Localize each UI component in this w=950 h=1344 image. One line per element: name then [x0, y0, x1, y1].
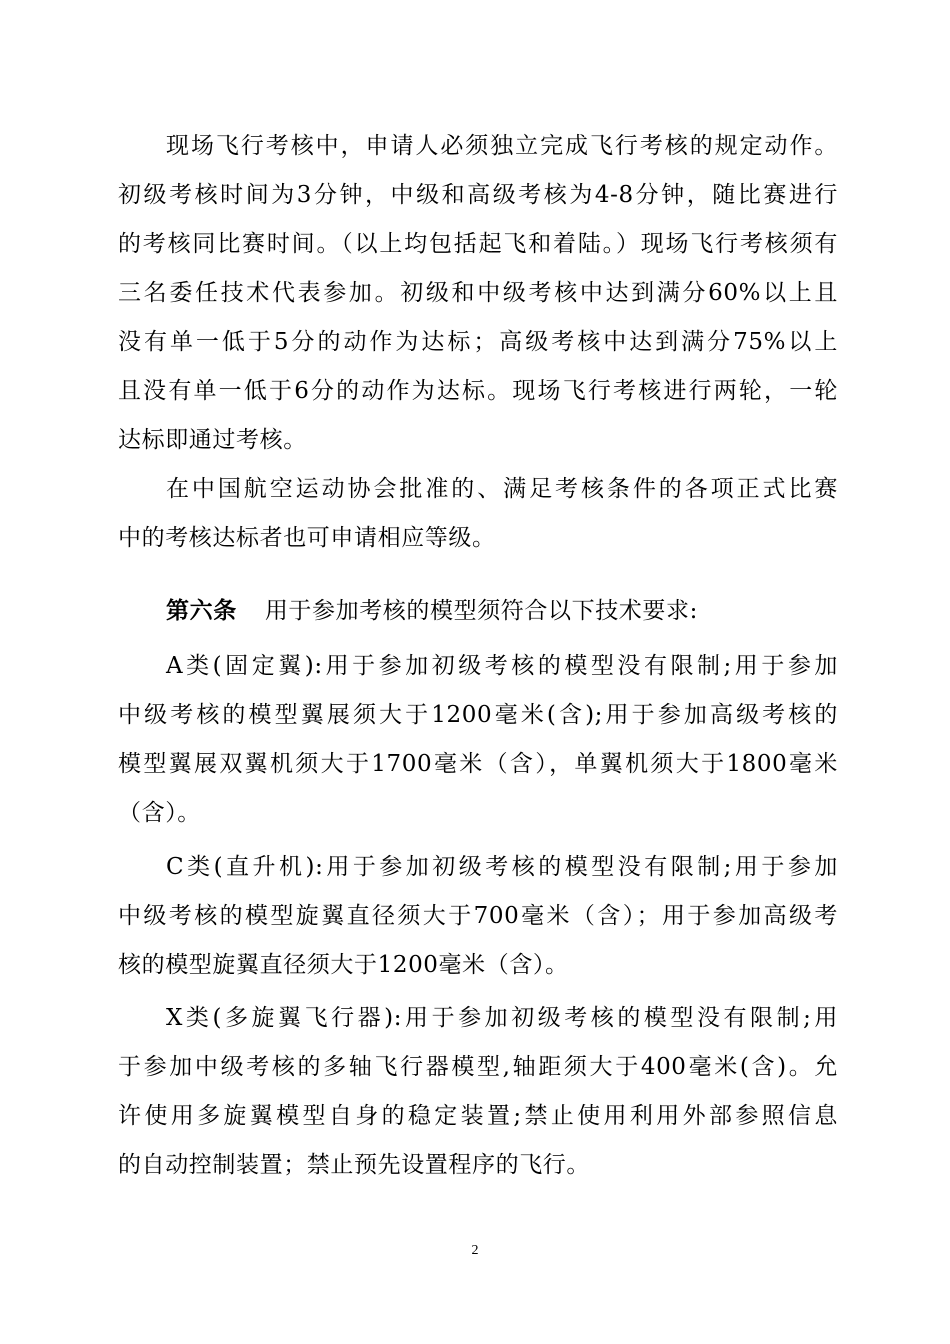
text-line: 模型翼展双翼机须大于1700毫米（含），单翼机须大于1800毫米	[118, 751, 838, 777]
article-text: 用于参加考核的模型须符合以下技术要求:	[264, 598, 698, 624]
text-line: （含）。	[118, 800, 201, 826]
text-line: 初级考核时间为3分钟，中级和高级考核为4-8分钟，随比赛进行	[118, 182, 838, 208]
text-line: 中级考核的模型翼展须大于1200毫米(含);用于参加高级考核的	[118, 702, 838, 728]
page-number: 2	[471, 1243, 479, 1258]
text-line: 在中国航空运动协会批准的、满足考核条件的各项正式比赛	[166, 476, 838, 502]
text-line: 达标即通过考核。	[118, 427, 307, 453]
text-line: 许使用多旋翼模型自身的稳定装置;禁止使用利用外部参照信息	[118, 1103, 838, 1129]
text-line: A类(固定翼):用于参加初级考核的模型没有限制;用于参加	[166, 653, 838, 679]
text-line: 中的考核达标者也可申请相应等级。	[118, 525, 496, 551]
text-line: C类(直升机):用于参加初级考核的模型没有限制;用于参加	[166, 854, 838, 880]
text-line: 中级考核的模型旋翼直径须大于700毫米（含）；用于参加高级考	[118, 903, 838, 929]
article-heading-line	[166, 596, 838, 626]
text-line: 的自动控制装置；禁止预先设置程序的飞行。	[118, 1152, 590, 1178]
text-line: 现场飞行考核中，申请人必须独立完成飞行考核的规定动作。	[166, 133, 838, 159]
text-line: 于参加中级考核的多轴飞行器模型,轴距须大于400毫米(含)。允	[118, 1054, 838, 1080]
text-line: 三名委任技术代表参加。初级和中级考核中达到满分60%以上且	[118, 280, 838, 306]
text-line: 核的模型旋翼直径须大于1200毫米（含）。	[118, 952, 569, 978]
text-line: X类(多旋翼飞行器):用于参加初级考核的模型没有限制;用	[166, 1005, 838, 1031]
article-number: 第六条	[166, 597, 237, 624]
text-line: 且没有单一低于6分的动作为达标。现场飞行考核进行两轮，一轮	[118, 378, 838, 404]
text-line: 的考核同比赛时间。（以上均包括起飞和着陆。）现场飞行考核须有	[118, 231, 838, 257]
text-line: 没有单一低于5分的动作为达标；高级考核中达到满分75%以上	[118, 329, 838, 355]
